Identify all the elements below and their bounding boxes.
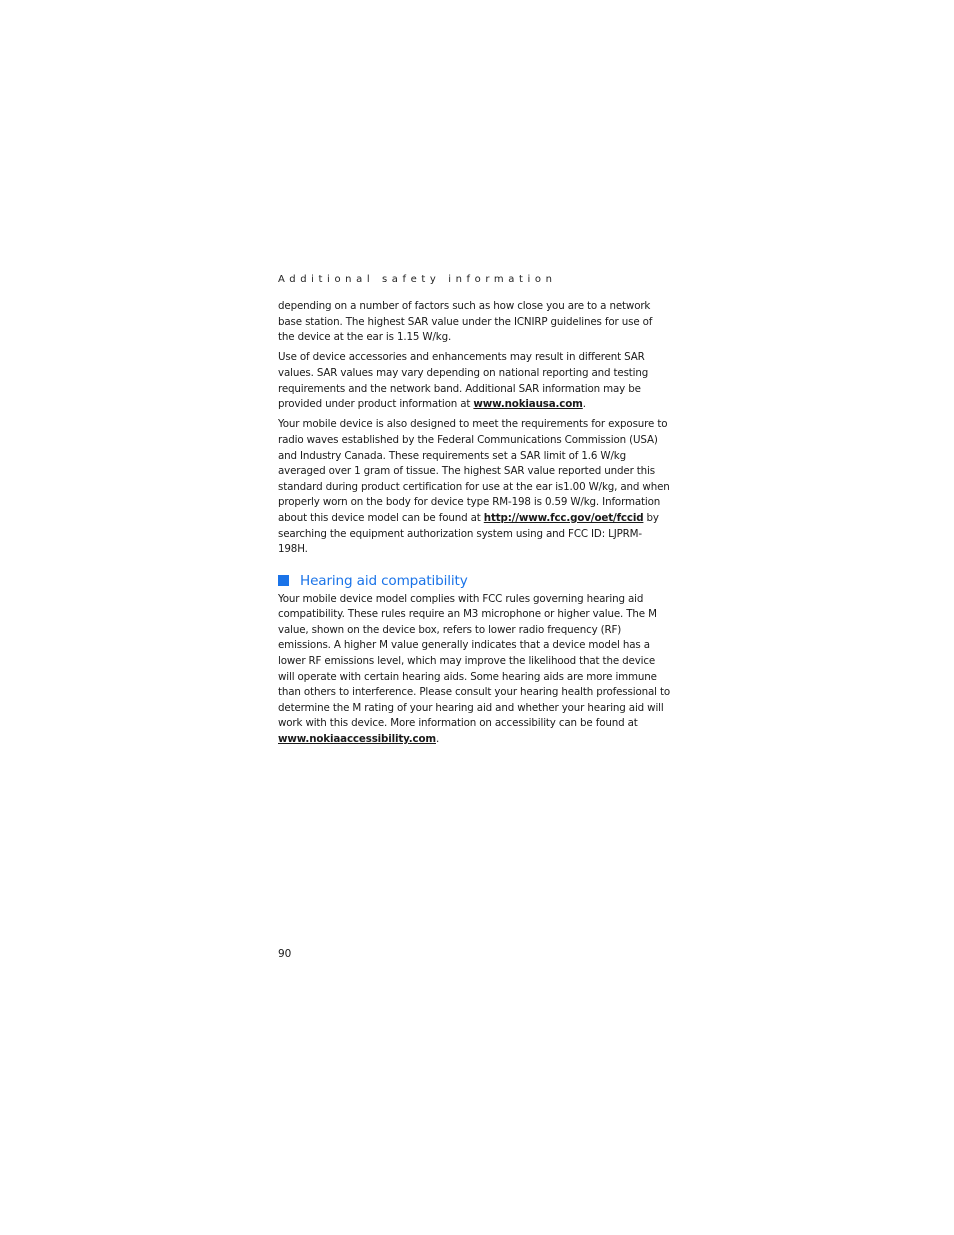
- paragraph-text-end: .: [582, 398, 586, 411]
- main-content: [278, 299, 670, 752]
- running-header: Additional safety information: [278, 274, 557, 285]
- paragraph-hearing-aid: [278, 592, 670, 748]
- square-bullet-icon: [278, 575, 289, 586]
- section-heading-hearing-aid: [278, 572, 670, 590]
- paragraph-text: Your mobile device model complies with FCC rules governing hearing aid compatibility. These rules require an M3 microphone or higher value. The M value, shown on the device box, refers to lower radio frequency (RF) emissions. A higher M value generally indicates that a device model has a lower RF emissions level, which may improve the likelihood that the device will operate with certain hearing aids. Some hearing aids are more immune than others to interference. Please consult your hearing health professional to determine the M rating of your hearing aid and whether your hearing aid will work with this device. More information on accessibility can be found at: [278, 592, 670, 730]
- section-title: Hearing aid compatibility: [300, 572, 468, 589]
- paragraph-text-end: .: [436, 733, 440, 746]
- paragraph-sar-accessories: [278, 350, 670, 412]
- page-number: 90: [278, 948, 292, 960]
- link-nokiausa[interactable]: www.nokiausa.com: [473, 398, 583, 411]
- link-nokiaaccessibility[interactable]: www.nokiaaccessibility.com: [278, 733, 437, 746]
- paragraph-text: Your mobile device is also designed to meet the requirements for exposure to radio waves established by the Federal Communications Commission (USA) and Industry Canada. These requirements set a SAR limit of 1.6 W/kg averaged over 1 gram of tissue. The highest SAR value reported under this standard during product certification for use at the ear is1.00 W/kg, and when properly worn on the body for device type RM-198 is 0.59 W/kg. Information about this device model can be found at: [278, 418, 670, 524]
- paragraph-text-end: by searching the equipment authorization system using and FCC ID: LJPRM-198H.: [278, 511, 659, 556]
- paragraph-text: Use of device accessories and enhancements may result in different SAR values. SAR values may vary depending on national reporting and testing requirements and the network band. Additional SAR information may be provided under product information at: [278, 351, 649, 411]
- link-fcc-id[interactable]: http://www.fcc.gov/oet/fccid: [483, 511, 644, 524]
- paragraph-fcc-exposure: [278, 417, 670, 557]
- paragraph-sar-icnirp: depending on a number of factors such as how close you are to a network base station. The highest SAR value under the ICNIRP guidelines for use of the device at the ear is 1.15 W/kg.: [278, 300, 653, 344]
